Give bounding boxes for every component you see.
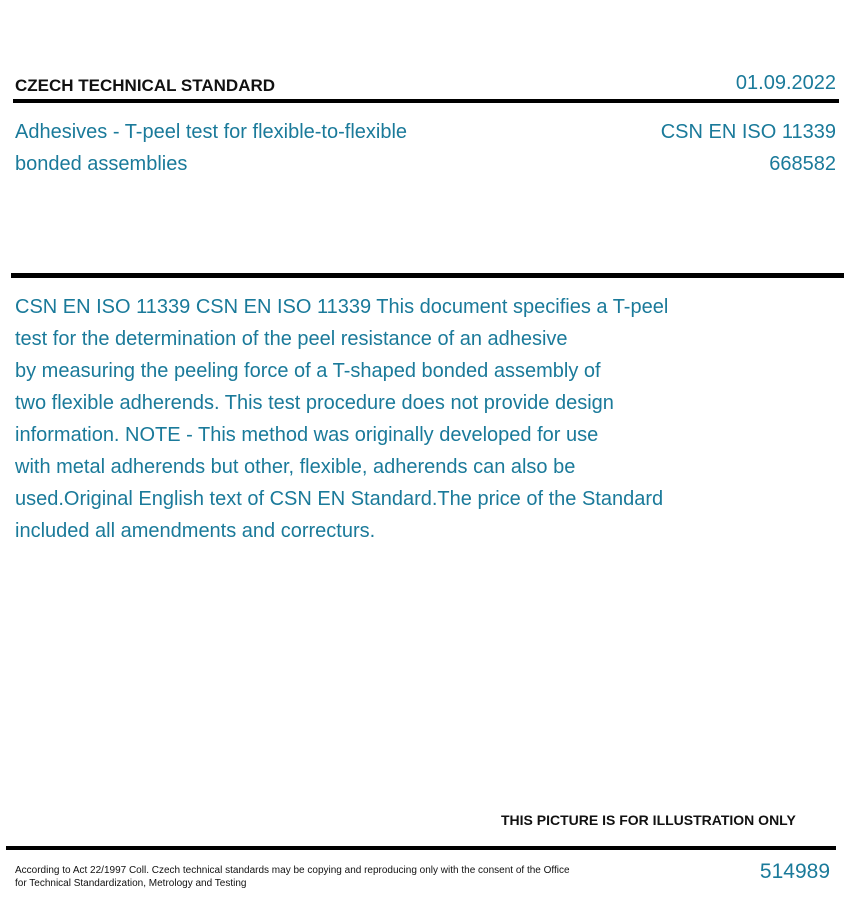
abstract-line: included all amendments and correcturs. xyxy=(15,520,376,542)
standard-number: CSN EN ISO 11339 xyxy=(660,121,836,143)
abstract-line: by measuring the peeling force of a T-shaped bonded assembly of xyxy=(15,360,601,382)
document-title xyxy=(15,116,485,180)
standard-type-label: CZECH TECHNICAL STANDARD xyxy=(15,76,276,95)
abstract-line: two flexible adherends. This test procedure does not provide design xyxy=(15,392,614,414)
document-id-number: 514989 xyxy=(759,860,830,883)
title-line: Adhesives - T-peel test for flexible-to-flexible xyxy=(15,121,408,143)
legal-notice-line: for Technical Standardization, Metrology and Testing xyxy=(15,878,247,889)
catalog-number: 668582 xyxy=(769,153,836,175)
title-line: bonded assemblies xyxy=(15,153,188,175)
abstract-line: used.Original English text of CSN EN Standard.The price of the Standard xyxy=(15,488,664,510)
publication-date: 01.09.2022 xyxy=(735,72,836,94)
abstract-line: test for the determination of the peel resistance of an adhesive xyxy=(15,328,568,350)
legal-notice-line: According to Act 22/1997 Coll. Czech technical standards may be copying and reproducing only with the consent of the Office xyxy=(15,865,570,876)
document-abstract xyxy=(15,291,755,547)
standard-codes xyxy=(661,116,836,180)
title-divider xyxy=(11,273,844,278)
abstract-line: CSN EN ISO 11339 CSN EN ISO 11339 This document specifies a T-peel xyxy=(15,296,669,318)
illustration-disclaimer: THIS PICTURE IS FOR ILLUSTRATION ONLY xyxy=(501,812,796,828)
abstract-line: information. NOTE - This method was originally developed for use xyxy=(15,424,599,446)
header-divider xyxy=(13,99,839,103)
footer-divider xyxy=(6,846,836,850)
abstract-line: with metal adherends but other, flexible, adherends can also be xyxy=(15,456,576,478)
legal-notice xyxy=(15,864,570,890)
